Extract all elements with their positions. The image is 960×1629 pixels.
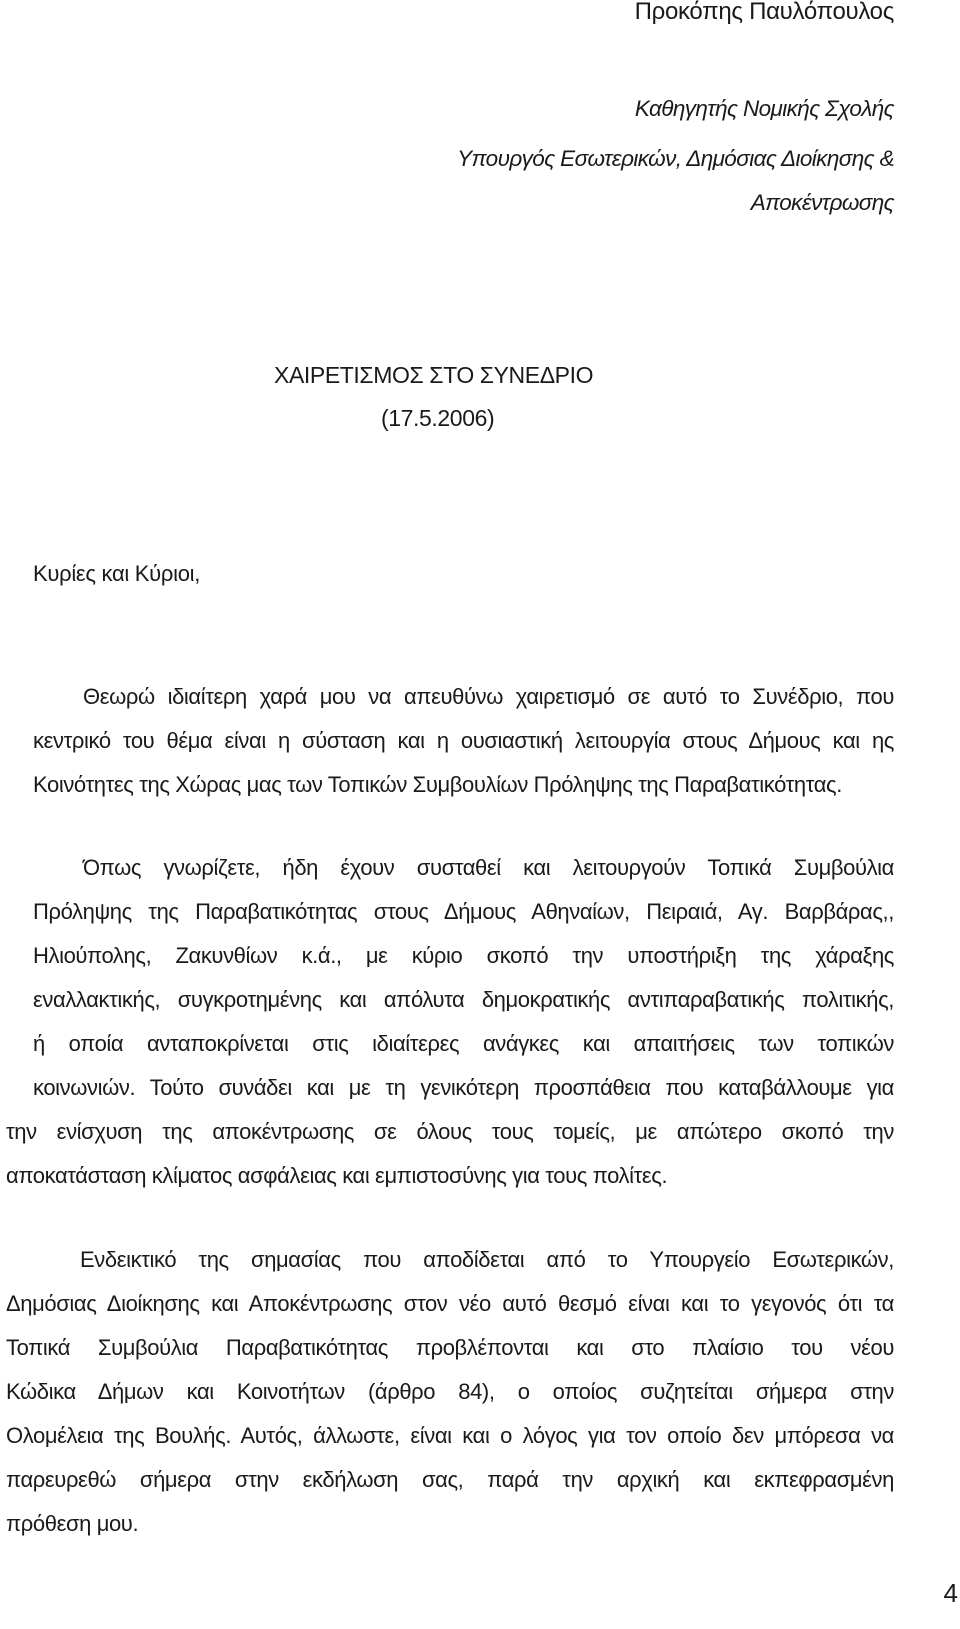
paragraph-line: Ενδεικτικό της σημασίας που αποδίδεται από το Υπουργείο Εσωτερικών,: [80, 1247, 894, 1272]
paragraph-3: [6, 1238, 894, 1546]
paragraph-line: Τοπικά Συμβούλια Παραβατικότητας προβλέπονται και στο πλαίσιο του νέου: [6, 1335, 894, 1360]
salutation: Κυρίες και Κύριοι,: [33, 561, 201, 586]
paragraph-line: κεντρικό του θέμα είναι η σύσταση και η ουσιαστική λειτουργία στους Δήμους και ης: [33, 728, 894, 753]
paragraph-line: Θεωρώ ιδιαίτερη χαρά μου να απευθύνω χαιρετισμό σε αυτό το Συνέδριο, που: [83, 684, 894, 709]
paragraph-line: Κοινότητες της Χώρας μας των Τοπικών Συμβουλίων Πρόληψης της Παραβατικότητας.: [33, 772, 842, 797]
author-role-line-2: Υπουργός Εσωτερικών, Δημόσιας Διοίκησης &: [457, 146, 894, 171]
author-name: Προκόπης Παυλόπουλος: [634, 0, 894, 25]
paragraph-line: εναλλακτικής, συγκροτημένης και απόλυτα δημοκρατικής αντιπαραβατικής πολιτικής,: [33, 987, 894, 1012]
paragraph-line: Ολομέλεια της Βουλής. Αυτός, άλλωστε, είναι και ο λόγος για τον οποίο δεν μπόρεσα να: [6, 1423, 894, 1448]
paragraph-line: κοινωνιών. Τούτο συνάδει και με τη γενικότερη προσπάθεια που καταβάλλουμε για: [33, 1075, 894, 1100]
author-role-line-3: Αποκέντρωσης: [750, 190, 894, 215]
paragraph-line: παρευρεθώ σήμερα στην εκδήλωση σας, παρά την αρχική και εκπεφρασμένη: [6, 1467, 894, 1492]
author-role-line-1: Καθηγητής Νομικής Σχολής: [634, 96, 894, 121]
paragraph-line: την ενίσχυση της αποκέντρωσης σε όλους τους τομείς, με απώτερο σκοπό την: [6, 1119, 894, 1144]
document-date: (17.5.2006): [381, 405, 495, 431]
paragraph-2: [6, 846, 894, 1198]
paragraph-line: πρόθεση μου.: [6, 1511, 139, 1536]
paragraph-line: αποκατάσταση κλίματος ασφάλειας και εμπιστοσύνης για τους πολίτες.: [6, 1163, 668, 1188]
paragraph-line: Δημόσιας Διοίκησης και Αποκέντρωσης στον νέο αυτό θεσμό είναι και το γεγονός ότι τα: [6, 1291, 894, 1316]
paragraph-line: Κώδικα Δήμων και Κοινοτήτων (άρθρο 84), ο οποίος συζητείται σήμερα στην: [6, 1379, 894, 1404]
document-title: ΧΑΙΡΕΤΙΣΜΟΣ ΣΤΟ ΣΥΝΕΔΡΙΟ: [274, 362, 594, 388]
paragraph-line: ή οποία ανταποκρίνεται στις ιδιαίτερες ανάγκες και απαιτήσεις των τοπικών: [33, 1031, 894, 1056]
paragraph-line: Πρόληψης της Παραβατικότητας στους Δήμους Αθηναίων, Πειραιά, Αγ. Βαρβάρας,,: [33, 899, 894, 924]
paragraph-1: [6, 675, 894, 807]
page-number: 4: [943, 1578, 958, 1608]
paragraph-line: Ηλιούπολης, Ζακυνθίων κ.ά., με κύριο σκοπό την υποστήριξη της χάραξης: [33, 943, 894, 968]
paragraph-line: Όπως γνωρίζετε, ήδη έχουν συσταθεί και λειτουργούν Τοπικά Συμβούλια: [83, 855, 894, 880]
